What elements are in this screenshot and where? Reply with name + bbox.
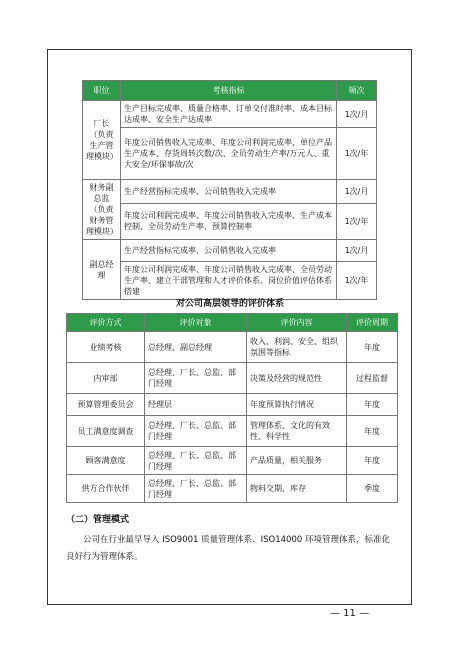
indicator-cell: 年度公司销售收入完成率、年度公司利润完成率、单位产品生产成本、存货周转次数/次、全员劳动生产率/万元人、重大安全/环保事故/次 <box>121 128 337 180</box>
table-row <box>67 363 398 394</box>
content-cell: 收入、利润、安全、组织氛围等指标 <box>247 332 347 363</box>
table-row <box>83 240 377 262</box>
target-cell: 总经理、厂长、总监、部门经理 <box>145 447 247 475</box>
frequency-cell: 1次/月 <box>337 101 377 128</box>
table-row <box>67 447 398 475</box>
header-target: 评价对象 <box>145 314 247 332</box>
header-position: 职位 <box>83 81 121 101</box>
frequency-cell: 1次/月 <box>337 180 377 204</box>
table-row <box>83 180 377 204</box>
role-cell: 副总经理 <box>83 240 121 300</box>
method-cell: 预算管理委员会 <box>67 394 145 416</box>
table-row <box>83 101 377 128</box>
period-cell: 季度 <box>347 475 398 503</box>
table-row <box>67 332 398 363</box>
content-cell: 管理体系、文化的有效性、科学性 <box>247 416 347 447</box>
period-cell: 过程监督 <box>347 363 398 394</box>
role-cell: 厂长（负责生产管理模块） <box>83 101 121 180</box>
indicator-cell: 生产经营指标完成率、公司销售收入完成率 <box>121 240 337 262</box>
executive-kpi-table <box>82 80 377 300</box>
method-cell: 内审部 <box>67 363 145 394</box>
target-cell: 总经理、副总经理 <box>145 332 247 363</box>
content-cell: 决策及经营的规范性 <box>247 363 347 394</box>
target-cell: 经理层 <box>145 394 247 416</box>
method-cell: 业绩考核 <box>67 332 145 363</box>
period-cell: 年度 <box>347 332 398 363</box>
frequency-cell: 1次/年 <box>337 203 377 239</box>
target-cell: 总经理、厂长、总监、部门经理 <box>145 475 247 503</box>
role-cell: 财务副总监（负责财务管理模块） <box>83 180 121 240</box>
target-cell: 总经理、厂长、总监、部门经理 <box>145 416 247 447</box>
period-cell: 年度 <box>347 394 398 416</box>
indicator-cell: 年度公司利润完成率、年度公司销售收入完成率、生产成本控制、全员劳动生产率、预算控制率 <box>121 203 337 239</box>
frequency-cell: 1次/年 <box>337 262 377 300</box>
period-cell: 年度 <box>347 416 398 447</box>
header-indicator: 考核指标 <box>121 81 337 101</box>
method-cell: 顾客满意度 <box>67 447 145 475</box>
table-row <box>83 128 377 180</box>
table-row <box>83 203 377 239</box>
table-row <box>67 416 398 447</box>
target-cell: 总经理、厂长、总监、部门经理 <box>145 363 247 394</box>
method-cell: 供方合作伙伴 <box>67 475 145 503</box>
method-cell: 员工满意度调查 <box>67 416 145 447</box>
evaluation-system-table <box>66 313 398 503</box>
table-row <box>83 262 377 300</box>
table-caption: 对公司高层领导的评价体系 <box>175 299 284 309</box>
table-row <box>67 394 398 416</box>
content-cell: 年度预算执行情况 <box>247 394 347 416</box>
body-paragraph: 公司在行业最早导入 ISO9001 质量管理体系、ISO14000 环境管理体系，标准化良好行为管理体系。 <box>66 535 390 562</box>
content-cell: 产品质量，相关服务 <box>247 447 347 475</box>
page-number: — 11 — <box>330 608 370 619</box>
frequency-cell: 1次/年 <box>337 128 377 180</box>
section-heading: （二）管理模式 <box>66 515 130 525</box>
header-method: 评价方式 <box>67 314 145 332</box>
table-row <box>67 475 398 503</box>
period-cell: 年度 <box>347 447 398 475</box>
header-content: 评价内容 <box>247 314 347 332</box>
indicator-cell: 年度公司利润完成率、年度公司销售收入完成率、全员劳动生产率、建立干部管理和人才评价体系、岗位价值评估体系搭建 <box>121 262 337 300</box>
indicator-cell: 生产目标完成率、质量合格率、订单交付准时率、成本目标达成率、安全生产达成率 <box>121 101 337 128</box>
frequency-cell: 1次/月 <box>337 240 377 262</box>
indicator-cell: 生产经营指标完成率、公司销售收入完成率 <box>121 180 337 204</box>
header-period: 评价周期 <box>347 314 398 332</box>
header-frequency: 频次 <box>337 81 377 101</box>
content-cell: 物料交期、库存 <box>247 475 347 503</box>
